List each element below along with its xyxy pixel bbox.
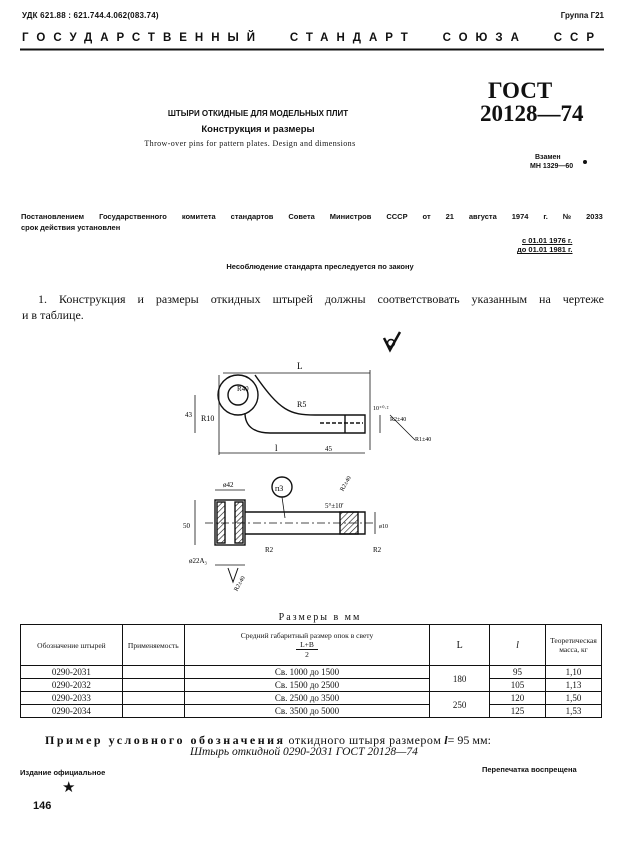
hatch-right — [235, 502, 243, 543]
radius-2a-label: R2 — [265, 546, 274, 554]
header-L: L — [430, 625, 490, 666]
header-l: l — [490, 625, 546, 666]
radius-10-label: R10 — [201, 414, 215, 423]
header-size — [184, 625, 429, 666]
gost-label: ГОСТ — [488, 78, 553, 103]
radius-2-label: R2±40 — [390, 417, 407, 423]
example-designation: Штырь откидной 0290-2031 ГОСТ 20128—74 — [190, 746, 418, 758]
decree-word: СССР — [386, 212, 408, 221]
size-formula-top: L+B — [296, 640, 318, 650]
document-title: ШТЫРИ ОТКИДНЫЕ ДЛЯ МОДЕЛЬНЫХ ПЛИТ — [167, 109, 349, 118]
decree-word: Постановлением — [21, 212, 85, 221]
table-row — [21, 705, 602, 718]
dim-L-label: L — [297, 361, 303, 371]
example-rest: откидного штыря размером — [288, 733, 442, 747]
bullet-dot — [583, 160, 587, 164]
paragraph-1-line-1: 1. Конструкция и размеры откидных штырей должны соответствовать указанным на чертеже — [38, 292, 604, 306]
decree-line — [21, 212, 603, 221]
english-title: Throw-over pins for pattern plates. Design and dimensions — [144, 139, 356, 148]
cell-size: Св. 2500 до 3500 — [184, 692, 429, 705]
replaces-value: МН 1329—60 — [530, 163, 574, 170]
dim-43-label: 43 — [185, 411, 192, 419]
radius-40c-label: R2±40 — [233, 575, 247, 593]
cell-application — [122, 679, 184, 692]
cell-l: 120 — [490, 692, 546, 705]
non-compliance-notice: Несоблюдение стандарта преследуется по закону — [226, 262, 414, 271]
valid-to: до 01.01 1981 г. — [517, 245, 573, 254]
decree-word: Совета — [288, 212, 315, 221]
cell-size: Св. 3500 до 5000 — [184, 705, 429, 718]
decree-word: Министров — [329, 212, 372, 221]
example-value: = 95 мм: — [447, 733, 491, 747]
cell-designation: 0290-2034 — [21, 705, 123, 718]
cell-mass: 1,13 — [545, 679, 601, 692]
group-code: Группа Г21 — [560, 11, 604, 20]
table-caption: Размеры в мм — [278, 612, 362, 623]
decree-word: 2033 — [586, 212, 603, 221]
header-size-text: Средний габаритный размер опок в свету — [240, 631, 374, 640]
valid-from: с 01.01 1976 г. — [522, 236, 573, 245]
dim-50-label: 50 — [183, 522, 190, 530]
decree-word: августа — [468, 212, 497, 221]
banner-word: СТАНДАРТ — [289, 32, 416, 44]
cell-designation: 0290-2032 — [21, 679, 123, 692]
decree-word: комитета — [181, 212, 216, 221]
cell-size: Св. 1000 до 1500 — [184, 666, 429, 679]
document-subtitle: Конструкция и размеры — [201, 124, 315, 135]
banner-rule — [20, 48, 604, 51]
page-number: 146 — [33, 800, 52, 812]
edition-label: Издание официальное — [20, 768, 106, 777]
cell-designation: 0290-2033 — [21, 692, 123, 705]
hatch-left — [217, 502, 225, 543]
banner-word: ССР — [553, 32, 602, 44]
decree-word: г. — [543, 212, 548, 221]
decree-word: 1974 — [511, 212, 529, 221]
state-standard-banner — [22, 32, 602, 44]
example-var: l — [444, 733, 448, 747]
radius-5-label: R5 — [297, 400, 307, 409]
table-row — [21, 679, 602, 692]
cell-application — [122, 705, 184, 718]
cell-l: 125 — [490, 705, 546, 718]
cell-l: 95 — [490, 666, 546, 679]
dim-d10-label: ø10 — [379, 524, 388, 530]
cell-L: 250 — [430, 692, 490, 718]
banner-word: ГОСУДАРСТВЕННЫЙ — [22, 32, 264, 44]
header-application: Применяемость — [122, 625, 184, 666]
size-formula-bottom: 2 — [305, 650, 309, 659]
gost-number: 20128—74 — [480, 101, 584, 126]
star-icon: ★ — [62, 778, 76, 796]
dim-10-label: 10⁺⁰·² — [373, 406, 389, 412]
decree-word: 21 — [445, 212, 454, 221]
paragraph-1-line-2: и в таблице. — [22, 308, 84, 322]
table-row — [21, 692, 602, 705]
validity-label: срок действия установлен — [21, 223, 121, 232]
cell-mass: 1,53 — [545, 705, 601, 718]
cell-mass: 1,10 — [545, 666, 601, 679]
callout-leader — [282, 497, 285, 518]
decree-word: от — [422, 212, 431, 221]
roughness-mark-small — [228, 568, 238, 582]
roughness-check-icon — [384, 332, 400, 350]
cell-size: Св. 1500 до 2500 — [184, 679, 429, 692]
radius-1-label: R1±40 — [415, 437, 432, 443]
pin-section-drawing — [175, 470, 405, 595]
udk-code: УДК 621.88 : 621.744.4.062(083.74) — [22, 11, 159, 20]
roughness-mark — [380, 330, 450, 356]
radius-2b-label: R2 — [373, 546, 382, 554]
dim-l-label: l — [275, 443, 278, 453]
header-designation: Обозначение штырей — [21, 625, 123, 666]
reprint-label: Перепечатка воспрещена — [482, 765, 577, 774]
cell-application — [122, 692, 184, 705]
eye-outer — [218, 375, 258, 415]
table-row — [21, 666, 602, 679]
cell-designation: 0290-2031 — [21, 666, 123, 679]
header-mass: Теоретическая масса, кг — [545, 625, 601, 666]
table-header-row — [21, 625, 602, 666]
decree-word: Государственного — [99, 212, 167, 221]
dim-22-label: ø22A₃ — [189, 557, 207, 565]
pin-top-view-drawing — [175, 355, 445, 465]
decree-word: стандартов — [230, 212, 274, 221]
cell-mass: 1,50 — [545, 692, 601, 705]
radius-40-label: R40 — [237, 385, 249, 393]
replaces-label: Взамен — [535, 154, 561, 161]
example-prefix: Пример условного обозначения — [45, 733, 286, 747]
callout-label: п3 — [275, 484, 284, 493]
cell-L: 180 — [430, 666, 490, 692]
dim-42-label: ø42 — [223, 481, 234, 489]
cell-application — [122, 666, 184, 679]
decree-word: № — [562, 212, 572, 221]
dimensions-table — [20, 624, 602, 718]
taper-label: 5°±10′ — [325, 502, 344, 510]
dim-45-label: 45 — [325, 445, 332, 453]
cell-l: 105 — [490, 679, 546, 692]
banner-word: СОЮЗА — [442, 32, 527, 44]
radius-40b-label: R2±40 — [339, 475, 353, 493]
